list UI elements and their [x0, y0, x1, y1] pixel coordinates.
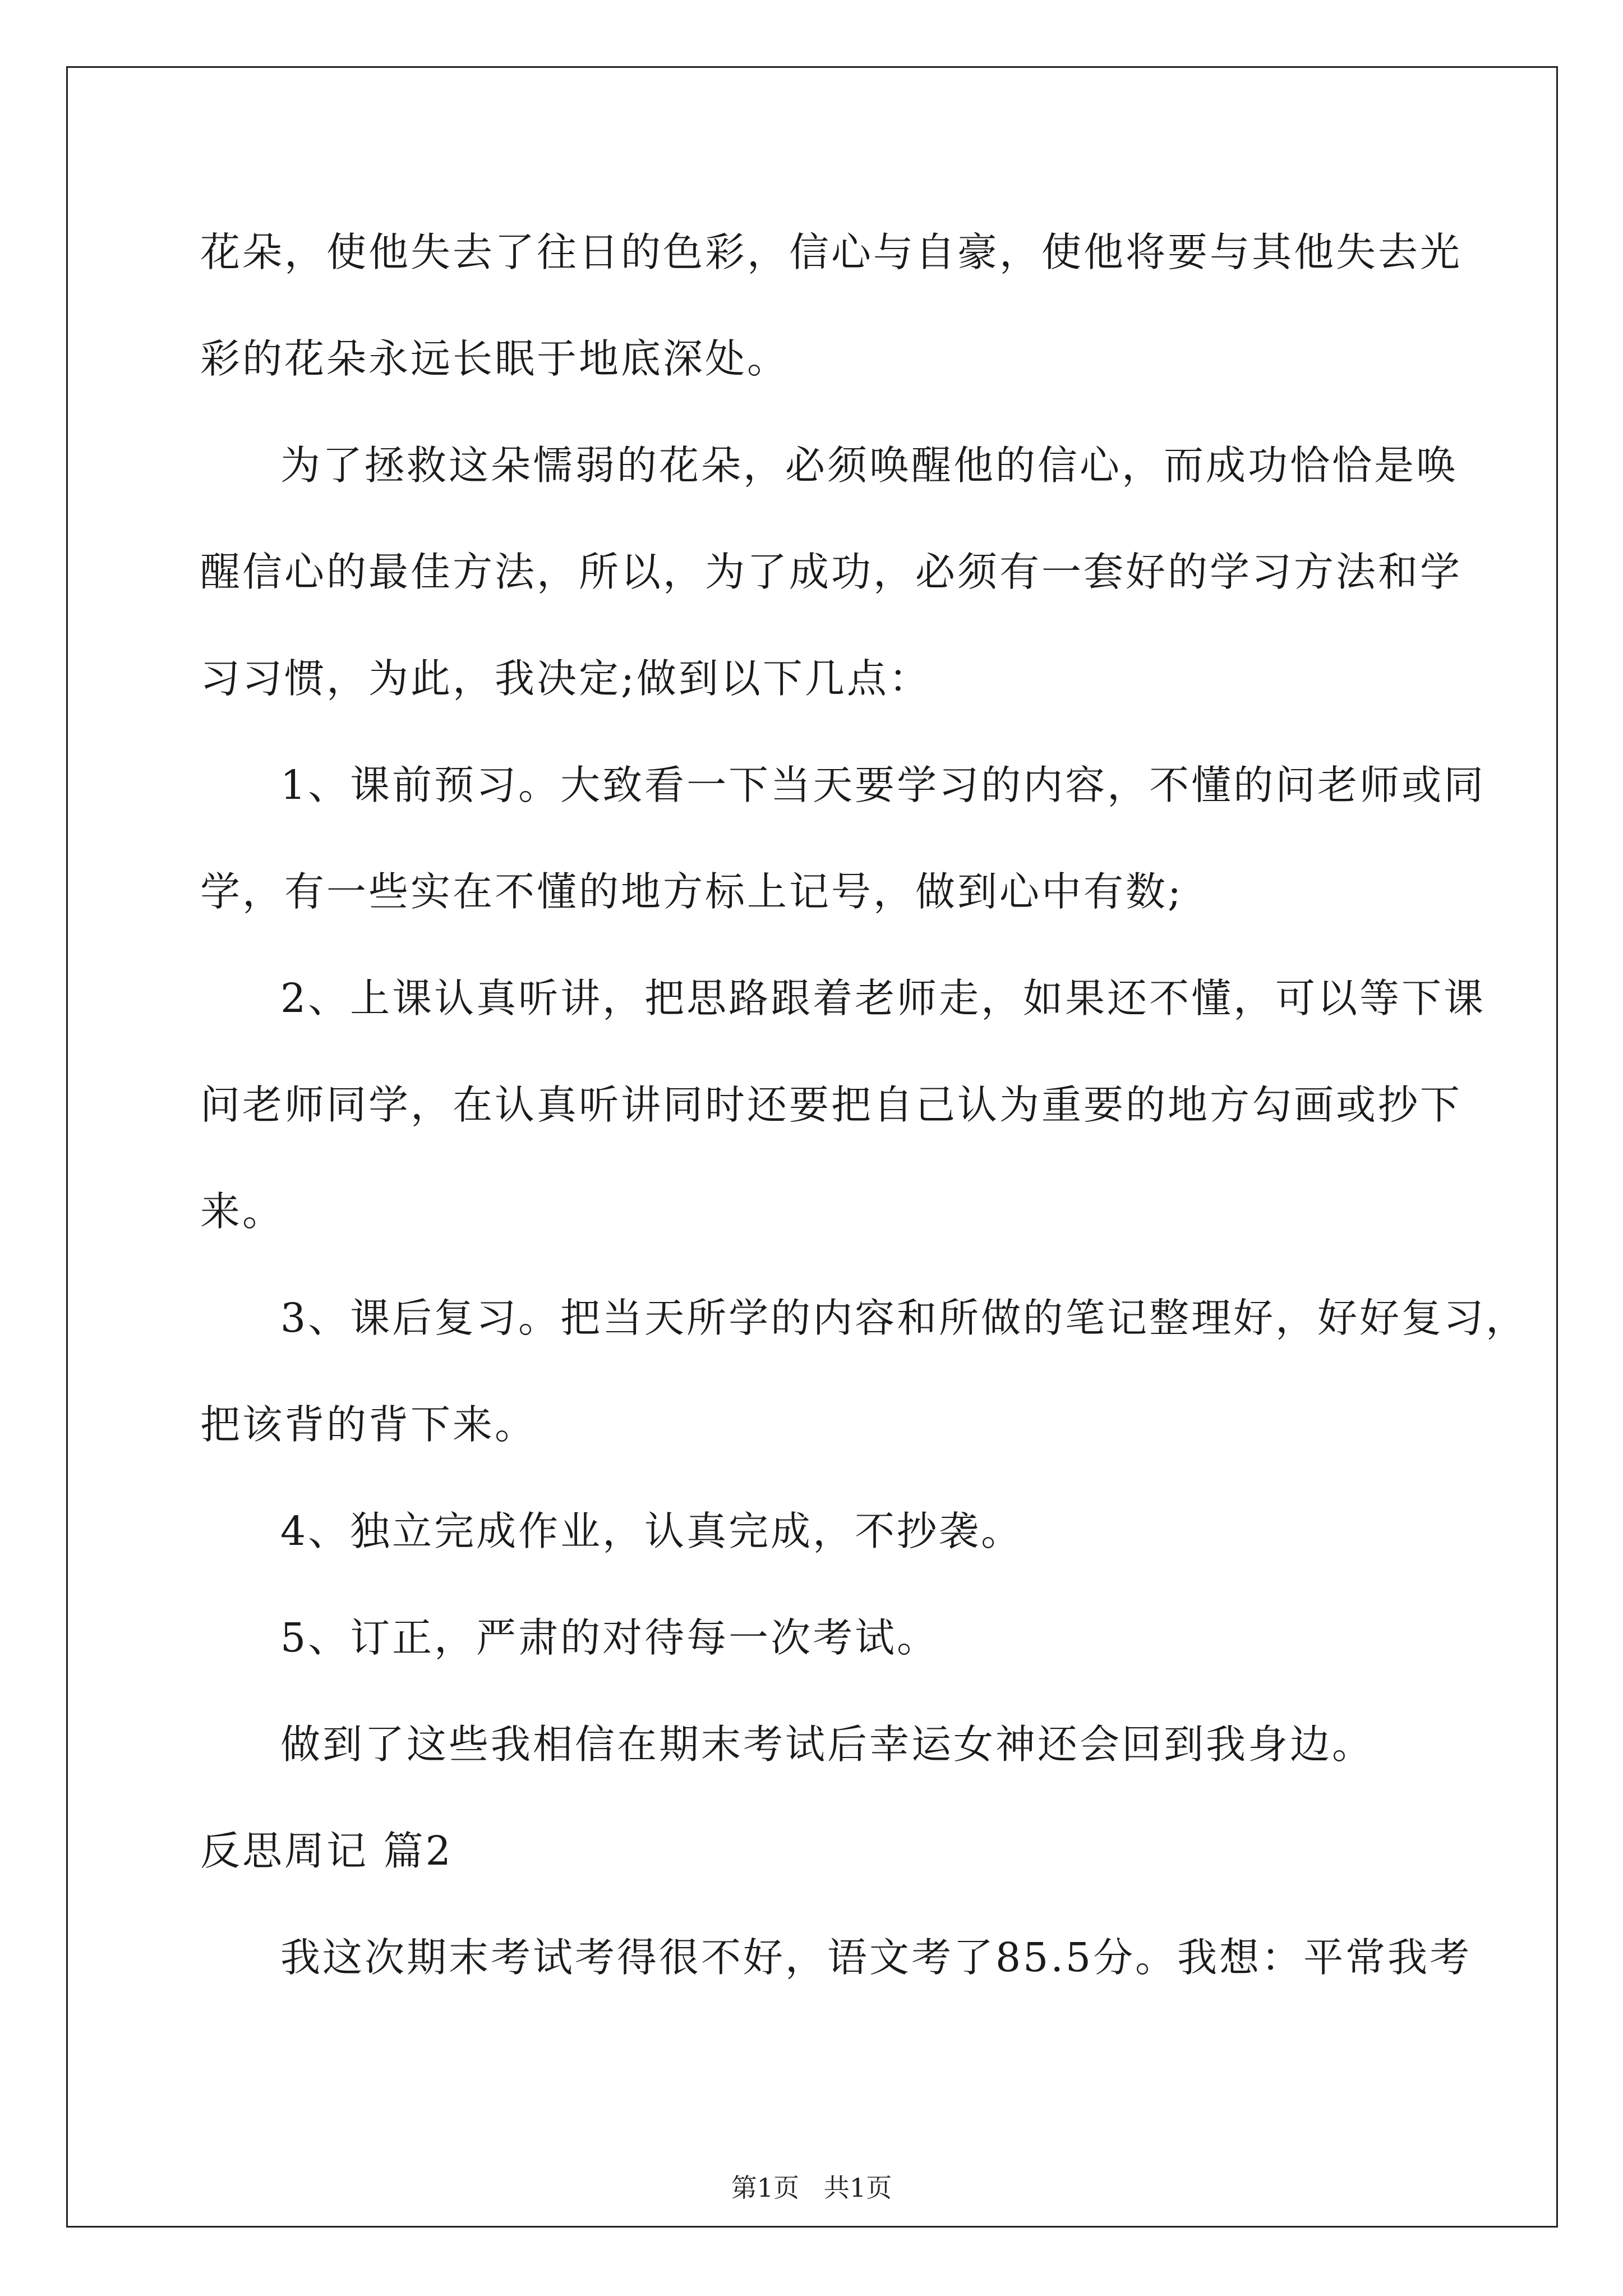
list-item-1: 1、课前预习。大致看一下当天要学习的内容，不懂的问老师或同 — [280, 762, 1486, 808]
list-item-2: 2、上课认真听讲，把思路跟着老师走，如果还不懂，可以等下课 — [280, 975, 1486, 1022]
body-line: 花朵，使他失去了往日的色彩，信心与自豪，使他将要与其他失去光 — [200, 229, 1463, 275]
paragraph-start: 我这次期末考试考得很不好，语文考了85.5分。我想：平常我考 — [280, 1934, 1472, 1981]
body-line: 醒信心的最佳方法，所以，为了成功，必须有一套好的学习方法和学 — [200, 549, 1463, 595]
body-line: 问老师同学，在认真听讲同时还要把自己认为重要的地方勾画或抄下 — [200, 1082, 1463, 1128]
page-border — [66, 66, 1558, 2228]
paragraph-start: 做到了这些我相信在期末考试后幸运女神还会回到我身边。 — [280, 1721, 1375, 1768]
body-line: 来。 — [200, 1188, 285, 1235]
paragraph-start: 为了拯救这朵懦弱的花朵，必须唤醒他的信心，而成功恰恰是唤 — [280, 442, 1459, 489]
body-line: 把该背的背下来。 — [200, 1401, 537, 1448]
section-heading: 反思周记 篇2 — [200, 1828, 453, 1874]
list-item-4: 4、独立完成作业，认真完成，不抄袭。 — [280, 1508, 1023, 1554]
body-line: 彩的花朵永远长眠于地底深处。 — [200, 335, 790, 382]
page-number-footer: 第1页 共1页 — [731, 2173, 892, 2203]
body-line: 习习惯，为此，我决定;做到以下几点： — [200, 655, 931, 702]
list-item-5: 5、订正，严肃的对待每一次考试。 — [280, 1614, 939, 1661]
body-line: 学，有一些实在不懂的地方标上记号，做到心中有数; — [200, 868, 1183, 915]
list-item-3: 3、课后复习。把当天所学的内容和所做的笔记整理好，好好复习， — [280, 1295, 1528, 1341]
